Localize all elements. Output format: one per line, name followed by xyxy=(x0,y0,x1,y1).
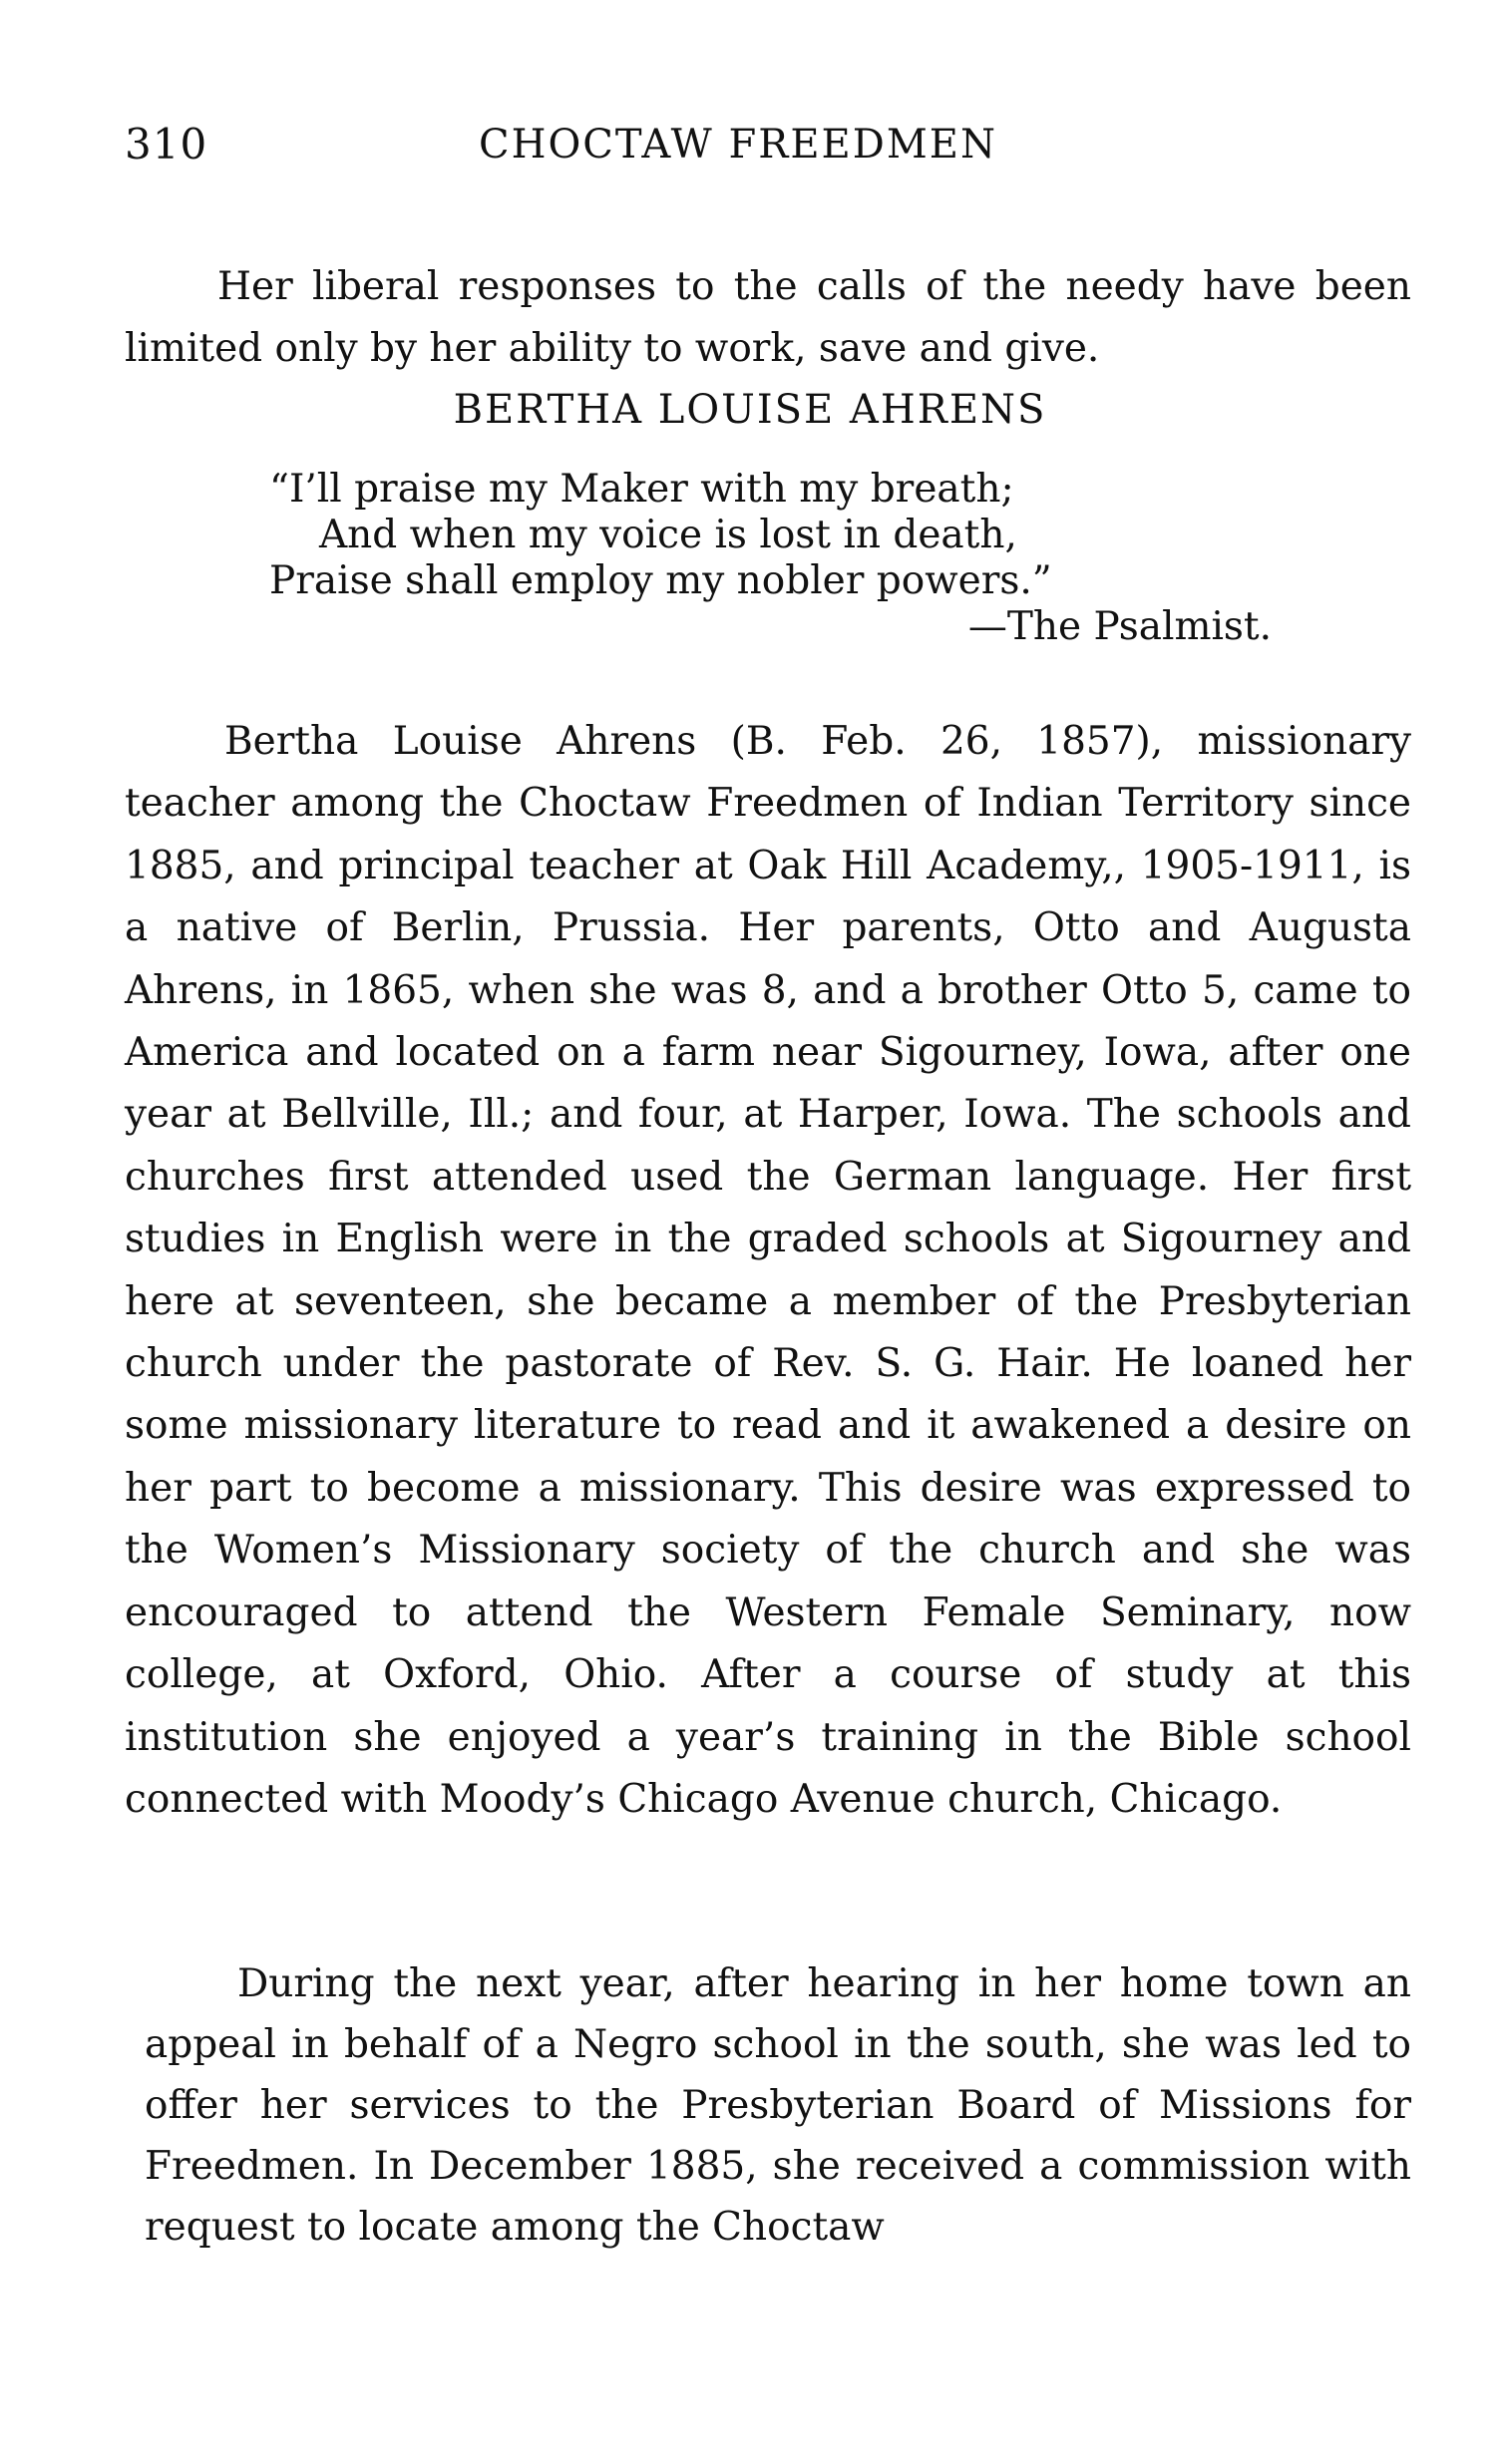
epigraph-attribution: —The Psalmist. xyxy=(967,604,1272,649)
page-number: 310 xyxy=(125,120,208,169)
epigraph-line: Praise shall employ my nobler powers.” xyxy=(269,558,1052,603)
intro-paragraph: Her liberal responses to the calls of the needy have been limited only by her ability to work, save and give. xyxy=(125,264,1411,371)
body-paragraph: During the next year, after hearing in her home town an appeal in behalf of a Negro school in the south, she was led to offer her services to the Presbyterian Board of Missions for Freedmen. In December 1885, she received a commission with request to locate among the Choctaw xyxy=(145,1961,1411,2250)
epigraph xyxy=(269,467,1277,650)
epigraph-line: And when my voice is lost in death, xyxy=(319,513,1017,557)
epigraph-line: “I’ll praise my Maker with my breath; xyxy=(269,467,1014,512)
section-title: BERTHA LOUISE AHRENS xyxy=(453,387,1047,433)
page-header xyxy=(125,120,1421,179)
body-paragraph: Bertha Louise Ahrens (B. Feb. 26, 1857), missionary teacher among the Choctaw Freedmen of Indian Territory since 1885, and principal teacher at Oak Hill Academy,, 1905-1911, is a native of Berlin, Prussia. Her parents, Otto and Augusta Ahrens, in 1865, when she was 8, and a brother Otto 5, came to America and located on a farm near Sigourney, Iowa, after one year at Bellville, Ill.; and four, at Harper, Iowa. The schools and churches first attended used the German language. Her first studies in English were in the graded schools at Sigourney and here at seventeen, she became a member of the Presbyterian church under the pastorate of Rev. S. G. Hair. He loaned her some missionary literature to read and it awakened a desire on her part to become a missionary. This desire was expressed to the Women’s Missionary society of the church and she was encouraged to attend the Western Female Seminary, now college, at Oxford, Ohio. After a course of study at this institution she enjoyed a year’s training in the Bible school connected with Moody’s Chicago Avenue church, Chicago. xyxy=(125,719,1411,1822)
running-head: CHOCTAW FREEDMEN xyxy=(479,122,997,168)
